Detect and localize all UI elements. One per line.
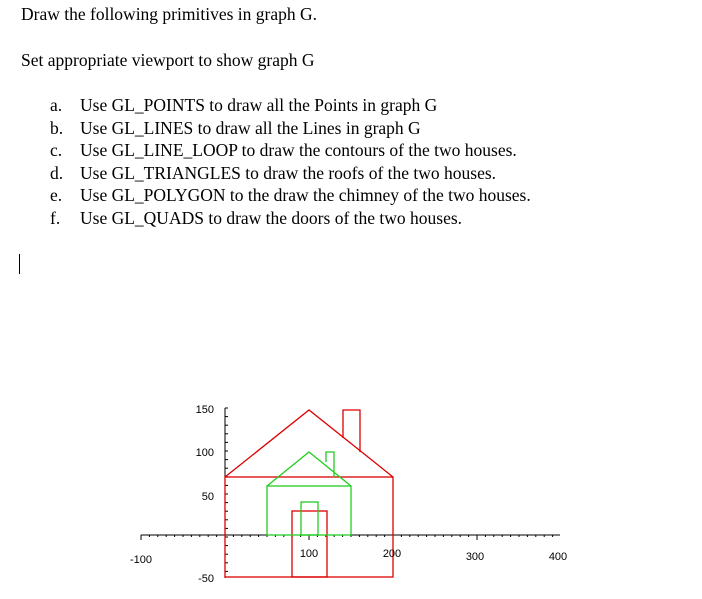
y-tick-label: 100 xyxy=(195,447,214,459)
outer-house-chimney xyxy=(343,410,360,452)
inner-house-chimney xyxy=(326,452,334,477)
page-title: Draw the following primitives in graph G. xyxy=(21,4,317,24)
list-item-text: Use GL_QUADS to draw the doors of the two houses. xyxy=(80,207,463,228)
list-marker: a. xyxy=(50,95,63,115)
inner-house-roof xyxy=(267,452,351,486)
x-tick-label: 300 xyxy=(465,551,485,563)
y-tick-label: 150 xyxy=(195,404,214,416)
list-item-text: Use GL_POLYGON to the draw the chimney of the two houses. xyxy=(80,185,531,206)
list-item-text: Use GL_LINES to draw all the Lines in graph G xyxy=(80,117,421,138)
x-tick-label: 200 xyxy=(382,548,402,560)
inner-house-door xyxy=(301,502,318,535)
y-tick-label: -50 xyxy=(198,573,214,585)
list-marker: e. xyxy=(50,185,63,206)
subtitle: Set appropriate viewport to show graph G xyxy=(21,50,315,70)
list-item-text: Use GL_POINTS to draw all the Points in graph G xyxy=(80,95,438,115)
outer-house-door xyxy=(292,511,327,577)
inner-house xyxy=(267,452,351,535)
x-tick-label: 400 xyxy=(548,551,568,563)
x-tick-label: 100 xyxy=(299,548,319,560)
list-marker: c. xyxy=(50,140,63,161)
list-item-text: Use GL_TRIANGLES to draw the roofs of the two houses. xyxy=(80,162,497,183)
list-item-text: Use GL_LINE_LOOP to draw the contours of the two houses. xyxy=(80,140,517,161)
list-marker: f. xyxy=(50,207,61,228)
list-marker: b. xyxy=(50,117,64,138)
y-tick-label: 50 xyxy=(201,491,214,503)
x-tick-label: -100 xyxy=(129,554,153,566)
outer-house-roof xyxy=(225,410,393,477)
list-marker: d. xyxy=(50,162,64,183)
outer-house-body xyxy=(225,477,393,577)
axis-ticks xyxy=(141,408,553,571)
